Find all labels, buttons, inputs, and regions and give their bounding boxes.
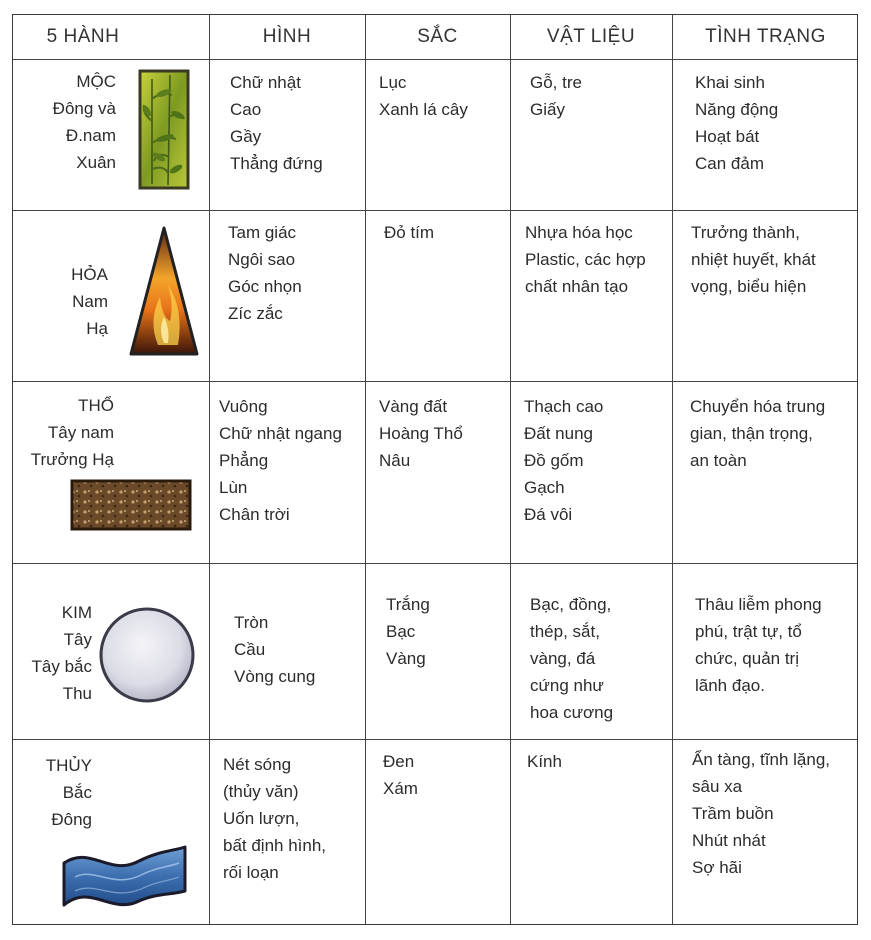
shape-item: Chữ nhật — [230, 73, 301, 92]
element-name: MỘC — [76, 72, 116, 91]
shape-item: rối loạn — [223, 863, 279, 882]
shape-item: Gầy — [230, 127, 262, 146]
color-item: Nâu — [379, 451, 411, 470]
element-direction: Nam — [72, 292, 108, 311]
material-item: Bạc, đồng, — [530, 595, 612, 614]
header-state: TÌNH TRẠNG — [705, 26, 826, 47]
element-direction: Đông — [51, 810, 92, 829]
element-name: KIM — [61, 603, 92, 622]
water-wave-icon — [61, 843, 189, 911]
row-divider — [13, 210, 857, 211]
color-item: Đỏ tím — [384, 223, 435, 242]
bamboo-leaves-icon — [138, 69, 190, 190]
material-item: cứng như — [530, 676, 604, 695]
shape-item: bất định hình, — [223, 836, 327, 855]
material-cell — [530, 69, 582, 123]
shape-item: Góc nhọn — [228, 277, 302, 296]
element-direction: Đông và — [52, 99, 116, 118]
element-cell — [13, 392, 114, 473]
element-name: THỦY — [45, 756, 92, 775]
state-cell — [691, 219, 841, 300]
shape-cell — [230, 69, 323, 177]
shape-item: Lùn — [219, 478, 248, 497]
state-item: an toàn — [690, 451, 747, 470]
material-item: hoa cương — [530, 703, 614, 722]
state-item: Sợ hãi — [692, 858, 742, 877]
fire-triangle-icon — [128, 225, 200, 357]
element-cell — [13, 68, 116, 176]
shape-item: Tròn — [234, 613, 269, 632]
color-item: Trắng — [386, 595, 430, 614]
shape-item: Thẳng đứng — [230, 154, 323, 173]
column-divider — [365, 15, 366, 924]
material-item: Plastic, các hợp — [525, 250, 646, 269]
color-cell — [386, 591, 430, 672]
element-season: Xuân — [76, 153, 116, 172]
state-cell — [695, 69, 778, 177]
color-item: Hoàng Thổ — [379, 424, 463, 443]
column-divider — [510, 15, 511, 924]
element-cell — [13, 599, 92, 707]
state-cell — [690, 393, 825, 474]
color-cell — [379, 69, 468, 123]
element-cell — [13, 261, 108, 342]
state-item: sâu xa — [692, 777, 743, 796]
color-item: Xanh lá cây — [379, 100, 468, 119]
state-item: vọng, biểu hiện — [691, 277, 807, 296]
metal-circle-icon — [97, 605, 197, 705]
element-name: HỎA — [71, 265, 108, 284]
state-item: Năng động — [695, 100, 779, 119]
state-item: Thâu liễm phong — [695, 595, 822, 614]
material-item: Gỗ, tre — [530, 73, 582, 92]
state-item: Trưởng thành, — [691, 223, 800, 242]
element-direction: Bắc — [62, 783, 92, 802]
state-item: Trầm buồn — [692, 804, 774, 823]
color-cell — [383, 748, 418, 802]
state-item: Can đảm — [695, 154, 764, 173]
state-cell — [692, 746, 830, 881]
element-direction: Tây bắc — [31, 657, 92, 676]
shape-cell — [219, 393, 342, 528]
material-cell — [525, 219, 646, 300]
shape-item: Uốn lượn, — [223, 809, 300, 828]
header-element: 5 HÀNH — [46, 26, 120, 47]
color-item: Xám — [383, 779, 418, 798]
material-item: vàng, đá — [530, 649, 596, 668]
element-cell — [13, 752, 92, 833]
row-divider — [13, 59, 857, 60]
header-shape: HÌNH — [262, 26, 312, 47]
five-elements-table — [12, 14, 858, 925]
color-item: Lục — [379, 73, 407, 92]
shape-cell — [223, 751, 326, 886]
shape-item: Cao — [230, 100, 262, 119]
element-season: Hạ — [86, 319, 108, 338]
color-item: Bạc — [386, 622, 416, 641]
color-item: Vàng — [386, 649, 426, 668]
material-item: chất nhân tạo — [525, 277, 629, 296]
shape-item: Nét sóng — [223, 755, 292, 774]
material-item: Nhựa hóa học — [525, 223, 633, 242]
color-item: Đen — [383, 752, 415, 771]
row-divider — [13, 739, 857, 740]
state-item: phú, trật tự, tổ — [695, 622, 802, 641]
element-name: THỔ — [78, 396, 114, 415]
shape-item: Tam giác — [228, 223, 297, 242]
state-item: gian, thận trọng, — [690, 424, 813, 443]
color-item: Vàng đất — [379, 397, 448, 416]
header-material: VẬT LIỆU — [546, 26, 636, 47]
material-item: Giấy — [530, 100, 565, 119]
column-divider — [672, 15, 673, 924]
material-item: Kính — [527, 752, 562, 771]
shape-item: Zíc zắc — [228, 304, 283, 323]
state-item: Nhút nhát — [692, 831, 766, 850]
shape-item: Ngôi sao — [228, 250, 296, 269]
row-divider — [13, 563, 857, 564]
shape-item: Vuông — [219, 397, 268, 416]
state-cell — [695, 591, 831, 699]
material-item: thép, sắt, — [530, 622, 600, 641]
shape-item: Phẳng — [219, 451, 269, 470]
state-item: lãnh đạo. — [695, 676, 765, 695]
material-cell — [530, 591, 622, 726]
element-direction: Tây nam — [47, 423, 114, 442]
color-cell — [384, 219, 434, 246]
material-item: Gạch — [524, 478, 565, 497]
header-color: SẮC — [417, 26, 458, 47]
material-item: Đất nung — [524, 424, 593, 443]
state-item: Chuyển hóa trung — [690, 397, 826, 416]
earth-rectangle-icon — [70, 479, 192, 531]
material-cell — [524, 393, 603, 528]
shape-item: Cầu — [234, 640, 266, 659]
state-item: Khai sinh — [695, 73, 765, 92]
state-item: chức, quản trị — [695, 649, 799, 668]
state-item: Hoạt bát — [695, 127, 760, 146]
shape-cell — [234, 609, 315, 690]
material-item: Đồ gốm — [524, 451, 584, 470]
shape-item: (thủy văn) — [223, 782, 299, 801]
material-item: Đá vôi — [524, 505, 573, 524]
state-item: Ẩn tàng, tĩnh lặng, — [692, 750, 830, 769]
shape-cell — [228, 219, 302, 327]
material-item: Thạch cao — [524, 397, 604, 416]
element-season: Trưởng Hạ — [30, 450, 114, 469]
material-cell — [527, 748, 562, 775]
color-cell — [379, 393, 463, 474]
shape-item: Chữ nhật ngang — [219, 424, 342, 443]
shape-item: Vòng cung — [234, 667, 316, 686]
shape-item: Chân trời — [219, 505, 290, 524]
element-direction: Đ.nam — [65, 126, 116, 145]
element-direction: Tây — [63, 630, 92, 649]
row-divider — [13, 381, 857, 382]
column-divider — [209, 15, 210, 924]
element-season: Thu — [62, 684, 92, 703]
state-item: nhiệt huyết, khát — [691, 250, 816, 269]
